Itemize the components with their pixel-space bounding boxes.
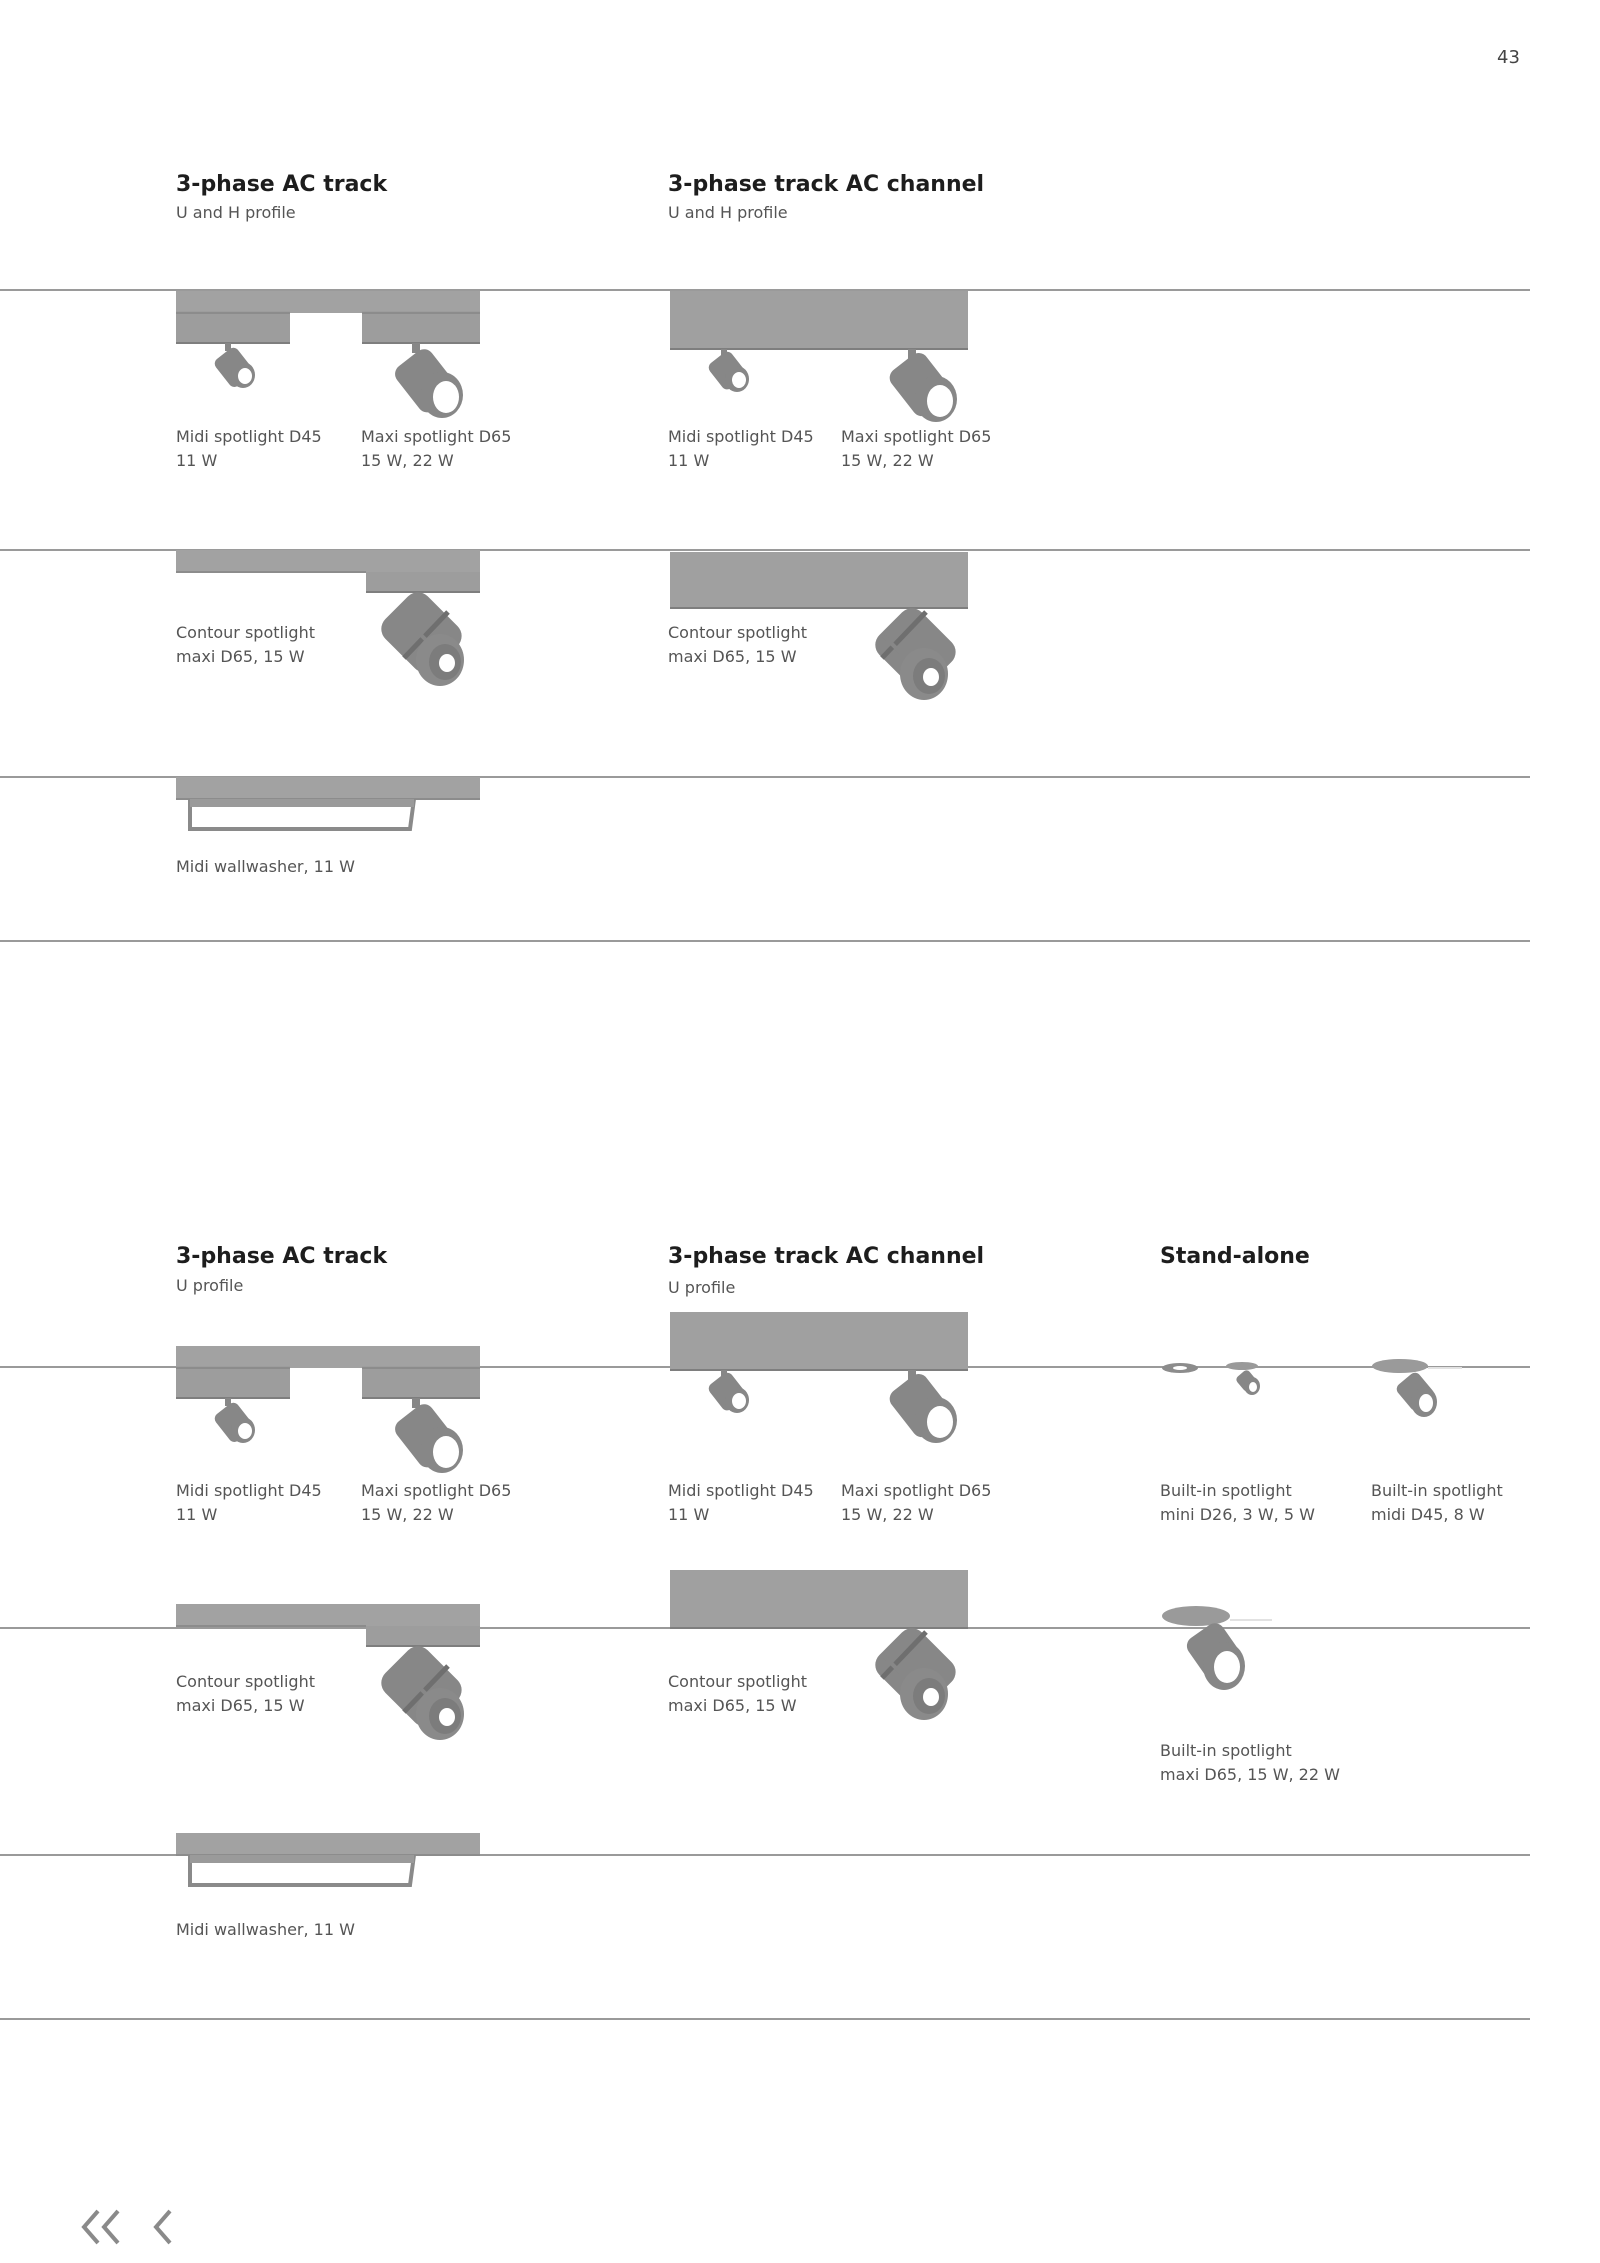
divider-rule	[0, 2018, 1530, 2020]
product-label: Midi spotlight D45 11 W	[176, 427, 322, 470]
track-wallwasher-illustration	[170, 1829, 490, 1899]
product-label: Contour spotlight maxi D65, 15 W	[176, 1672, 315, 1715]
product-label: Midi spotlight D45 11 W	[668, 427, 814, 470]
product-label: Midi spotlight D45 11 W	[176, 1481, 322, 1524]
built-in-midi-illustration	[1370, 1350, 1470, 1430]
section2-col2-subtitle: U profile	[668, 1278, 736, 1297]
previous-page-button[interactable]	[150, 2204, 176, 2256]
product-label: Maxi spotlight D65 15 W, 22 W	[841, 427, 992, 470]
section1-col2-title: 3-phase track AC channel	[668, 172, 985, 197]
section1-col1-title: 3-phase AC track	[176, 172, 388, 197]
section2-col3-title: Stand-alone	[1160, 1244, 1310, 1269]
track-midi-maxi-illustration	[170, 285, 490, 425]
section2-col1-title: 3-phase AC track	[176, 1244, 388, 1269]
product-label: Built-in spotlight mini D26, 3 W, 5 W	[1160, 1481, 1315, 1524]
section2-col1-subtitle: U profile	[176, 1276, 244, 1295]
product-label: Midi spotlight D45 11 W	[668, 1481, 814, 1524]
chevron-left-icon	[150, 2207, 176, 2247]
first-page-button[interactable]	[78, 2204, 124, 2256]
product-label: Maxi spotlight D65 15 W, 22 W	[841, 1481, 992, 1524]
track-midi-maxi-illustration	[170, 1340, 490, 1480]
section1-col2-subtitle: U and H profile	[668, 203, 788, 222]
divider-rule	[0, 940, 1530, 942]
section1-col1-subtitle: U and H profile	[176, 203, 296, 222]
built-in-mini-illustration	[1160, 1350, 1280, 1410]
channel-midi-maxi-illustration	[664, 1306, 984, 1456]
product-label: Contour spotlight maxi D65, 15 W	[176, 623, 315, 666]
product-label: Midi wallwasher, 11 W	[176, 1920, 355, 1939]
section2-col2-title: 3-phase track AC channel	[668, 1244, 985, 1269]
product-label: Built-in spotlight maxi D65, 15 W, 22 W	[1160, 1741, 1340, 1784]
track-wallwasher-illustration	[170, 773, 490, 843]
product-label: Contour spotlight maxi D65, 15 W	[668, 623, 807, 666]
channel-midi-maxi-illustration	[664, 285, 984, 425]
page-number: 43	[1497, 47, 1520, 68]
built-in-maxi-illustration	[1160, 1600, 1280, 1700]
product-label: Built-in spotlight midi D45, 8 W	[1371, 1481, 1503, 1524]
product-label: Contour spotlight maxi D65, 15 W	[668, 1672, 807, 1715]
product-label: Maxi spotlight D65 15 W, 22 W	[361, 427, 512, 470]
product-label: Maxi spotlight D65 15 W, 22 W	[361, 1481, 512, 1524]
product-label: Midi wallwasher, 11 W	[176, 857, 355, 876]
double-chevron-left-icon	[78, 2207, 124, 2247]
